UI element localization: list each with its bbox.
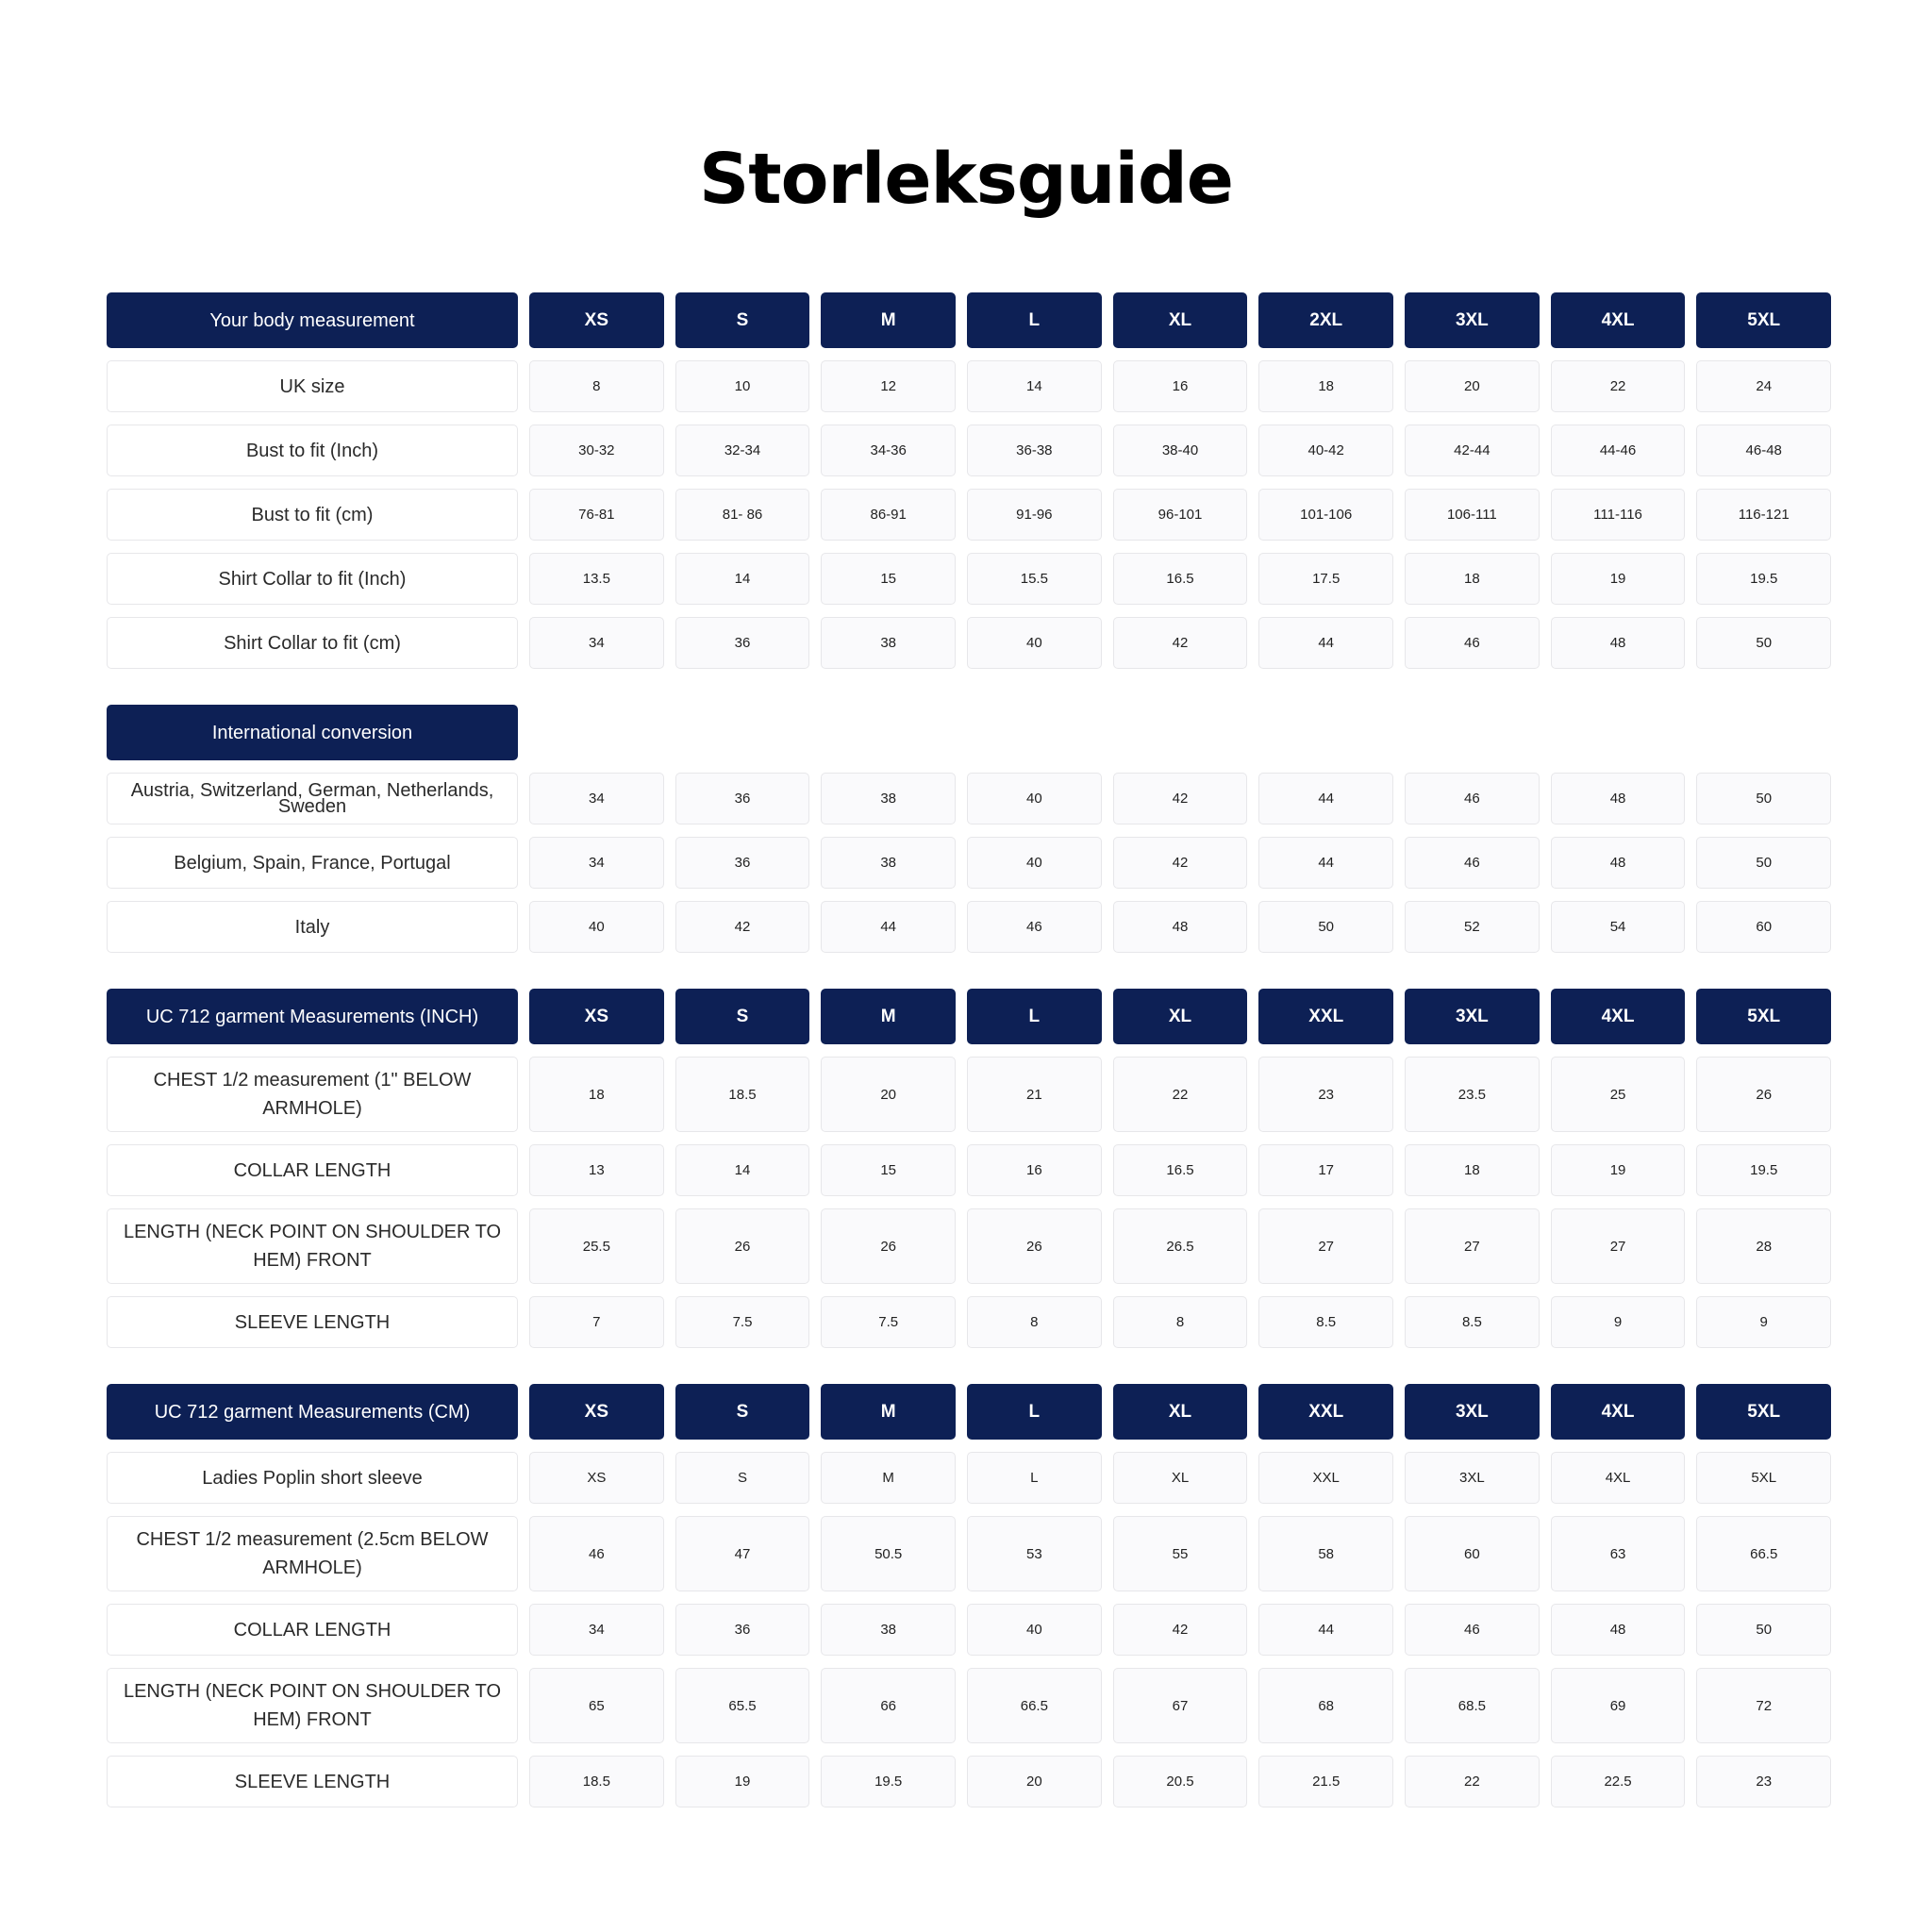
row-label: COLLAR LENGTH (107, 1144, 518, 1196)
table-cell: 13 (529, 1144, 664, 1196)
table-cell: 96-101 (1113, 489, 1248, 541)
row-label: Italy (107, 901, 518, 953)
table-cell: 44-46 (1551, 425, 1686, 476)
table-cell: 15 (821, 553, 956, 605)
table-cell: 50 (1696, 1604, 1831, 1656)
size-header: S (675, 292, 810, 348)
table-cell: 44 (1258, 773, 1393, 824)
size-header: XL (1113, 989, 1248, 1044)
table-cell: 44 (1258, 1604, 1393, 1656)
table-cell: 18 (1405, 553, 1540, 605)
table-cell: 48 (1551, 773, 1686, 824)
size-header: 5XL (1696, 292, 1831, 348)
table-cell: 50 (1696, 617, 1831, 669)
table-cell: 54 (1551, 901, 1686, 953)
table-cell: 46-48 (1696, 425, 1831, 476)
table-cell: L (967, 1452, 1102, 1504)
table-cell: 28 (1696, 1208, 1831, 1284)
table-cell: 8.5 (1258, 1296, 1393, 1348)
table-cell: 24 (1696, 360, 1831, 412)
size-header: XL (1113, 1384, 1248, 1440)
table-cell: 50.5 (821, 1516, 956, 1591)
row-label: SLEEVE LENGTH (107, 1756, 518, 1807)
table-cell: 36 (675, 617, 810, 669)
size-header: XXL (1258, 989, 1393, 1044)
table-row (107, 1668, 1831, 1743)
size-header: 2XL (1258, 292, 1393, 348)
size-header: M (821, 989, 956, 1044)
row-label: Bust to fit (cm) (107, 489, 518, 541)
table-cell: 26 (821, 1208, 956, 1284)
table-cell: 8 (529, 360, 664, 412)
garment-cm-table (107, 1384, 1831, 1820)
table-cell: 65.5 (675, 1668, 810, 1743)
table-cell: 40 (529, 901, 664, 953)
table-cell: 9 (1696, 1296, 1831, 1348)
table-cell: 32-34 (675, 425, 810, 476)
size-header: XL (1113, 292, 1248, 348)
table-cell: 20 (1405, 360, 1540, 412)
table-cell: 46 (529, 1516, 664, 1591)
row-label: LENGTH (NECK POINT ON SHOULDER TO HEM) FRONT (107, 1208, 518, 1284)
size-header: S (675, 1384, 810, 1440)
size-header: 4XL (1551, 292, 1686, 348)
table-cell: 27 (1405, 1208, 1540, 1284)
table-cell: 23 (1258, 1057, 1393, 1132)
table-cell: 68 (1258, 1668, 1393, 1743)
table-cell: 16 (1113, 360, 1248, 412)
table-cell: 44 (1258, 837, 1393, 889)
table-row (107, 617, 1831, 669)
table-cell: 14 (675, 1144, 810, 1196)
row-label: Austria, Switzerland, German, Netherlands, Sweden (107, 773, 518, 824)
table-cell: 19.5 (1696, 553, 1831, 605)
table-cell: 22.5 (1551, 1756, 1686, 1807)
table-cell: M (821, 1452, 956, 1504)
table-cell: 36-38 (967, 425, 1102, 476)
table-cell: 69 (1551, 1668, 1686, 1743)
table-cell: 40 (967, 1604, 1102, 1656)
table-cell: 40 (967, 773, 1102, 824)
table-cell: 42 (1113, 773, 1248, 824)
size-header: 3XL (1405, 292, 1540, 348)
size-header: L (967, 1384, 1102, 1440)
table-cell: 76-81 (529, 489, 664, 541)
table-cell: 55 (1113, 1516, 1248, 1591)
header-label: UC 712 garment Measurements (CM) (107, 1384, 518, 1440)
table-cell: 7.5 (675, 1296, 810, 1348)
table-row (107, 837, 1831, 889)
table-cell: 8 (1113, 1296, 1248, 1348)
table-cell: 7 (529, 1296, 664, 1348)
header-label: Your body measurement (107, 292, 518, 348)
size-header: 3XL (1405, 989, 1540, 1044)
table-cell: 48 (1551, 837, 1686, 889)
table-cell: 8 (967, 1296, 1102, 1348)
table-cell: 19 (1551, 553, 1686, 605)
table-cell: 36 (675, 837, 810, 889)
table-cell: 18.5 (675, 1057, 810, 1132)
size-header: 4XL (1551, 989, 1686, 1044)
table-cell: 44 (821, 901, 956, 953)
row-label: Shirt Collar to fit (Inch) (107, 553, 518, 605)
table-header-row (107, 1384, 1831, 1440)
table-cell: 42 (1113, 1604, 1248, 1656)
table-cell: 18 (1405, 1144, 1540, 1196)
table-cell: 42 (1113, 837, 1248, 889)
table-cell: 22 (1113, 1057, 1248, 1132)
table-cell: 15.5 (967, 553, 1102, 605)
table-cell: 48 (1551, 1604, 1686, 1656)
row-label: CHEST 1/2 measurement (1" BELOW ARMHOLE) (107, 1057, 518, 1132)
row-label: SLEEVE LENGTH (107, 1296, 518, 1348)
table-row (107, 1144, 1831, 1196)
table-header-row (107, 989, 1831, 1044)
table-cell: 22 (1551, 360, 1686, 412)
table-cell: 40 (967, 837, 1102, 889)
row-label: CHEST 1/2 measurement (2.5cm BELOW ARMHOLE) (107, 1516, 518, 1591)
table-cell: 19.5 (821, 1756, 956, 1807)
table-cell: XL (1113, 1452, 1248, 1504)
table-cell: 38 (821, 837, 956, 889)
table-cell: 101-106 (1258, 489, 1393, 541)
table-cell: 50 (1258, 901, 1393, 953)
table-cell: 52 (1405, 901, 1540, 953)
table-cell: 12 (821, 360, 956, 412)
row-label: Shirt Collar to fit (cm) (107, 617, 518, 669)
table-cell: 18 (1258, 360, 1393, 412)
table-cell: 10 (675, 360, 810, 412)
table-cell: 40-42 (1258, 425, 1393, 476)
table-cell: 21.5 (1258, 1756, 1393, 1807)
table-cell: 18.5 (529, 1756, 664, 1807)
table-row (107, 425, 1831, 476)
table-cell: S (675, 1452, 810, 1504)
table-cell: 46 (1405, 1604, 1540, 1656)
size-header: XS (529, 989, 664, 1044)
table-cell: 8.5 (1405, 1296, 1540, 1348)
table-cell: 46 (967, 901, 1102, 953)
table-cell: XS (529, 1452, 664, 1504)
table-cell: 34 (529, 617, 664, 669)
table-cell: 26 (967, 1208, 1102, 1284)
table-cell: 81- 86 (675, 489, 810, 541)
table-cell: 14 (967, 360, 1102, 412)
table-row (107, 553, 1831, 605)
table-row (107, 1604, 1831, 1656)
table-cell: 46 (1405, 773, 1540, 824)
table-cell: 7.5 (821, 1296, 956, 1348)
size-header: 3XL (1405, 1384, 1540, 1440)
table-cell: 42 (675, 901, 810, 953)
table-cell: 5XL (1696, 1452, 1831, 1504)
table-cell: 111-116 (1551, 489, 1686, 541)
row-label: Ladies Poplin short sleeve (107, 1452, 518, 1504)
table-cell: 38 (821, 773, 956, 824)
table-cell: 44 (1258, 617, 1393, 669)
table-cell: 66 (821, 1668, 956, 1743)
row-label: COLLAR LENGTH (107, 1604, 518, 1656)
table-cell: 25.5 (529, 1208, 664, 1284)
table-cell: 23.5 (1405, 1057, 1540, 1132)
table-cell: 91-96 (967, 489, 1102, 541)
table-cell: 16.5 (1113, 553, 1248, 605)
table-row (107, 1756, 1831, 1807)
table-cell: 47 (675, 1516, 810, 1591)
table-cell: 38-40 (1113, 425, 1248, 476)
table-row (107, 1208, 1831, 1284)
table-cell: 9 (1551, 1296, 1686, 1348)
table-cell: 36 (675, 1604, 810, 1656)
table-cell: 23 (1696, 1756, 1831, 1807)
table-cell: 27 (1258, 1208, 1393, 1284)
table-cell: 30-32 (529, 425, 664, 476)
table-row (107, 901, 1831, 953)
table-cell: 26 (1696, 1057, 1831, 1132)
table-cell: 42-44 (1405, 425, 1540, 476)
size-header: 4XL (1551, 1384, 1686, 1440)
table-cell: 17.5 (1258, 553, 1393, 605)
table-cell: 22 (1405, 1756, 1540, 1807)
table-cell: 86-91 (821, 489, 956, 541)
table-cell: 20 (821, 1057, 956, 1132)
table-cell: 106-111 (1405, 489, 1540, 541)
table-cell: 116-121 (1696, 489, 1831, 541)
table-cell: 26.5 (1113, 1208, 1248, 1284)
size-header: S (675, 989, 810, 1044)
table-row (107, 1296, 1831, 1348)
table-cell: 16.5 (1113, 1144, 1248, 1196)
body-measurement-table (107, 292, 1831, 681)
table-cell: 19 (675, 1756, 810, 1807)
table-cell: 60 (1696, 901, 1831, 953)
table-cell: 36 (675, 773, 810, 824)
table-cell: 48 (1551, 617, 1686, 669)
size-header: L (967, 989, 1102, 1044)
table-cell: 40 (967, 617, 1102, 669)
table-cell: 3XL (1405, 1452, 1540, 1504)
table-cell: 17 (1258, 1144, 1393, 1196)
header-label: UC 712 garment Measurements (INCH) (107, 989, 518, 1044)
table-cell: 34-36 (821, 425, 956, 476)
row-label: LENGTH (NECK POINT ON SHOULDER TO HEM) FRONT (107, 1668, 518, 1743)
table-row (107, 489, 1831, 541)
size-header: M (821, 1384, 956, 1440)
table-cell: 34 (529, 837, 664, 889)
table-cell: 26 (675, 1208, 810, 1284)
row-label: UK size (107, 360, 518, 412)
size-header: XXL (1258, 1384, 1393, 1440)
table-row (107, 360, 1831, 412)
table-cell: 65 (529, 1668, 664, 1743)
table-cell: 63 (1551, 1516, 1686, 1591)
table-row (107, 1452, 1831, 1504)
table-row (107, 1516, 1831, 1591)
table-row (107, 773, 1831, 824)
table-cell: XXL (1258, 1452, 1393, 1504)
table-cell: 14 (675, 553, 810, 605)
page-title: Storleksguide (699, 139, 1233, 220)
header-label: International conversion (107, 705, 518, 760)
table-row (107, 1057, 1831, 1132)
table-cell: 53 (967, 1516, 1102, 1591)
size-header: 5XL (1696, 989, 1831, 1044)
table-cell: 20 (967, 1756, 1102, 1807)
size-header: XS (529, 1384, 664, 1440)
table-cell: 21 (967, 1057, 1102, 1132)
table-cell: 20.5 (1113, 1756, 1248, 1807)
table-cell: 50 (1696, 837, 1831, 889)
table-cell: 46 (1405, 617, 1540, 669)
garment-inch-table (107, 989, 1831, 1360)
size-header: XS (529, 292, 664, 348)
size-header: M (821, 292, 956, 348)
size-header: 5XL (1696, 1384, 1831, 1440)
table-cell: 34 (529, 773, 664, 824)
table-cell: 4XL (1551, 1452, 1686, 1504)
table-cell: 42 (1113, 617, 1248, 669)
size-header: L (967, 292, 1102, 348)
international-conversion-table (107, 705, 1831, 965)
table-cell: 60 (1405, 1516, 1540, 1591)
table-cell: 34 (529, 1604, 664, 1656)
table-cell: 72 (1696, 1668, 1831, 1743)
table-cell: 25 (1551, 1057, 1686, 1132)
table-cell: 66.5 (1696, 1516, 1831, 1591)
table-cell: 67 (1113, 1668, 1248, 1743)
table-cell: 58 (1258, 1516, 1393, 1591)
table-cell: 18 (529, 1057, 664, 1132)
table-cell: 19 (1551, 1144, 1686, 1196)
table-cell: 38 (821, 1604, 956, 1656)
table-cell: 13.5 (529, 553, 664, 605)
table-cell: 15 (821, 1144, 956, 1196)
table-cell: 19.5 (1696, 1144, 1831, 1196)
table-header-row (107, 292, 1831, 348)
row-label: Bust to fit (Inch) (107, 425, 518, 476)
table-cell: 66.5 (967, 1668, 1102, 1743)
table-header-row (107, 705, 1831, 760)
table-cell: 38 (821, 617, 956, 669)
table-cell: 48 (1113, 901, 1248, 953)
table-cell: 46 (1405, 837, 1540, 889)
table-cell: 27 (1551, 1208, 1686, 1284)
table-cell: 16 (967, 1144, 1102, 1196)
table-cell: 50 (1696, 773, 1831, 824)
table-cell: 68.5 (1405, 1668, 1540, 1743)
row-label: Belgium, Spain, France, Portugal (107, 837, 518, 889)
